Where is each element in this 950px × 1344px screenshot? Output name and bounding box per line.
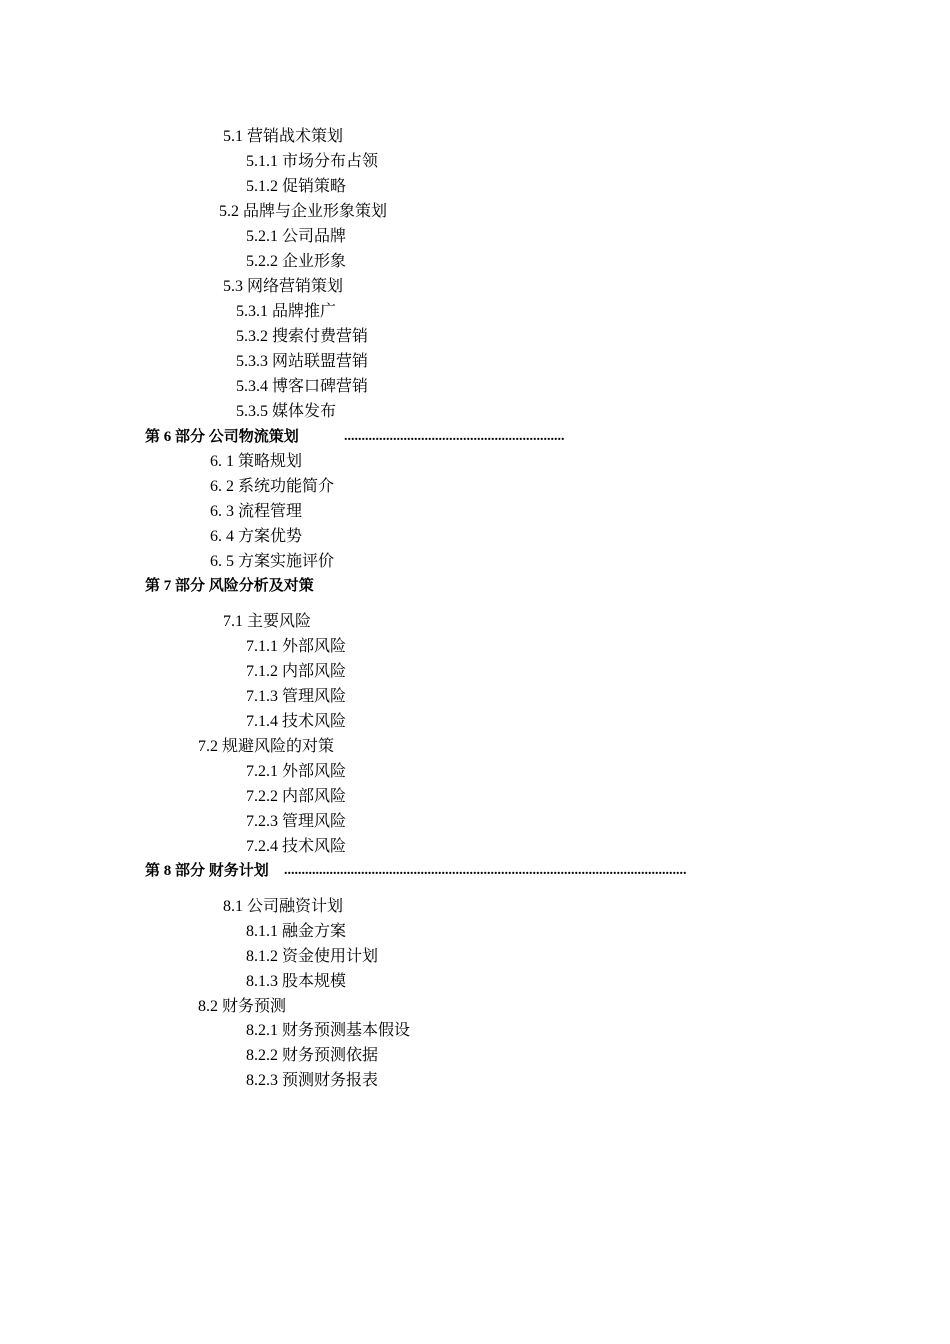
toc-entry-7-1-4: 7.1.4 技术风险 [246,713,347,730]
toc-entry-5-1-1: 5.1.1 市场分布占领 [246,153,379,170]
toc-entry-7-1-2: 7.1.2 内部风险 [246,663,347,680]
toc-entry-7-2-3: 7.2.3 管理风险 [246,813,347,830]
toc-entry-8-2: 8.2 财务预测 [198,998,287,1015]
toc-entry-6-5: 6. 5 方案实施评价 [210,553,335,570]
toc-entry-5-3-5: 5.3.5 媒体发布 [236,403,337,420]
toc-entry-8-1-2: 8.1.2 资金使用计划 [246,948,379,965]
toc-entry-5-2-1: 5.2.1 公司品牌 [246,228,347,245]
toc-entry-7-1: 7.1 主要风险 [223,613,312,630]
toc-part-7-heading: 第 7 部分 风险分析及对策 [145,578,314,594]
toc-entry-5-2-2: 5.2.2 企业形象 [246,253,347,270]
toc-entry-8-1: 8.1 公司融资计划 [223,898,344,915]
toc-entry-5-2: 5.2 品牌与企业形象策划 [219,203,388,220]
toc-entry-6-2: 6. 2 系统功能简介 [210,478,335,495]
toc-part-6-leader-dots: ............................................................... [344,429,565,444]
toc-entry-5-3-2: 5.3.2 搜索付费营销 [236,328,369,345]
toc-entry-5-3-3: 5.3.3 网站联盟营销 [236,353,369,370]
toc-entry-8-2-1: 8.2.1 财务预测基本假设 [246,1022,411,1039]
toc-entry-5-3-4: 5.3.4 博客口碑营销 [236,378,369,395]
toc-entry-7-2-1: 7.2.1 外部风险 [246,763,347,780]
toc-entry-6-1: 6. 1 策略规划 [210,453,303,470]
toc-part-8-leader-dots: ................................................................................................................... [284,863,687,878]
toc-part-8-heading: 第 8 部分 财务计划 [145,863,269,879]
toc-entry-8-1-3: 8.1.3 股本规模 [246,973,347,990]
toc-entry-8-2-3: 8.2.3 预测财务报表 [246,1072,379,1089]
toc-entry-5-3: 5.3 网络营销策划 [223,278,344,295]
toc-entry-7-2: 7.2 规避风险的对策 [198,738,335,755]
toc-part-6-heading: 第 6 部分 公司物流策划 [145,429,299,445]
toc-entry-8-1-1: 8.1.1 融金方案 [246,923,347,940]
toc-entry-7-2-4: 7.2.4 技术风险 [246,838,347,855]
toc-entry-6-3: 6. 3 流程管理 [210,503,303,520]
toc-entry-6-4: 6. 4 方案优势 [210,528,303,545]
toc-entry-7-2-2: 7.2.2 内部风险 [246,788,347,805]
toc-entry-7-1-3: 7.1.3 管理风险 [246,688,347,705]
toc-entry-8-2-2: 8.2.2 财务预测依据 [246,1047,379,1064]
toc-entry-5-1: 5.1 营销战术策划 [223,128,344,145]
toc-entry-5-1-2: 5.1.2 促销策略 [246,178,347,195]
toc-entry-5-3-1: 5.3.1 品牌推广 [236,303,337,320]
toc-entry-7-1-1: 7.1.1 外部风险 [246,638,347,655]
